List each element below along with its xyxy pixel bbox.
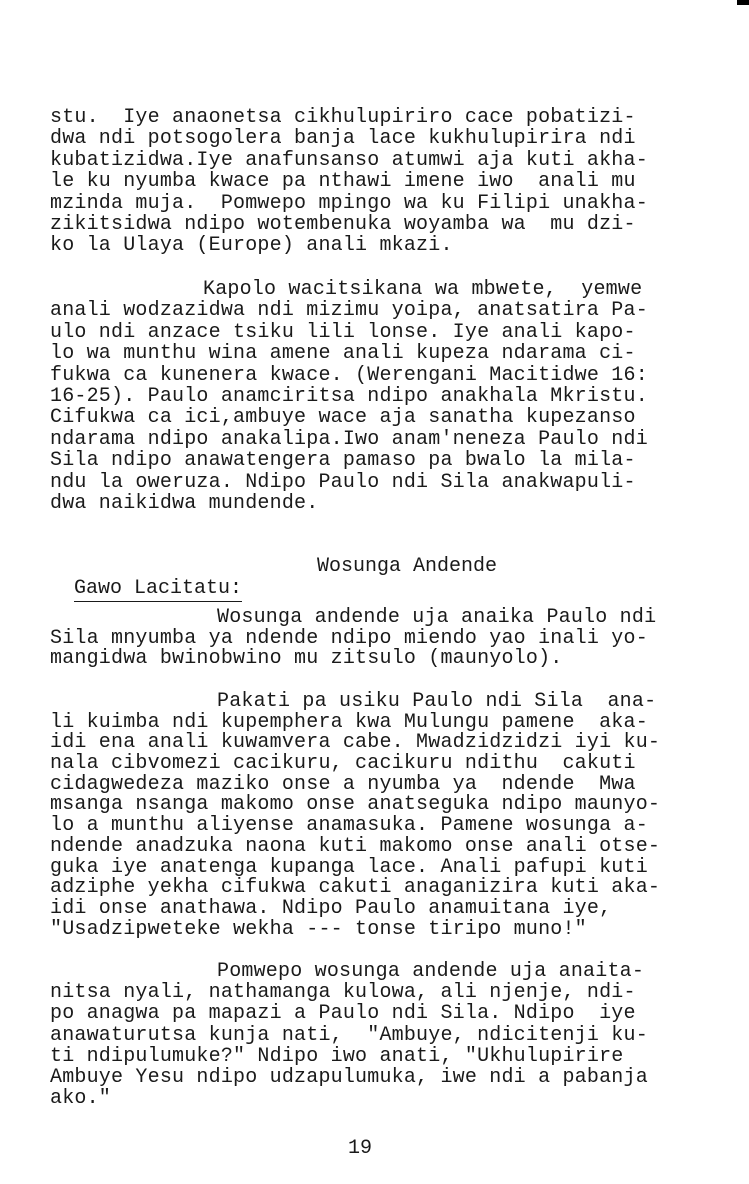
text-line: ti ndipulumuke?" Ndipo iwo anati, "Ukhulupirire [50, 1044, 624, 1068]
text-line: anali wodzazidwa ndi mizimu yoipa, anatsatira Pa- [50, 299, 648, 323]
text-line: nitsa nyali, nathamanga kulowa, ali njenje, ndi- [50, 981, 636, 1005]
text-line: idi onse anathawa. Ndipo Paulo anamuitana iye, [50, 896, 612, 920]
text-line: Pomwepo wosunga andende uja anaita- [217, 960, 645, 983]
paragraph-2 [50, 279, 648, 514]
text-line: Sila ndipo anawatengera pamaso pa bwalo la mila- [50, 449, 636, 473]
text-line: ndende anadzuka naona kuti makomo onse anali otse- [50, 834, 661, 858]
text-line: stu. Iye anaonetsa cikhulupiriro cace pobatizi- [50, 106, 636, 129]
section-title: Wosunga Andende [317, 555, 498, 578]
paragraph-1 [50, 107, 648, 257]
text-line: "Usadzipweteke wekha --- tonse tiripo muno!" [50, 917, 587, 941]
text-line: anawaturutsa kunja nati, "Ambuye, ndicitenji ku- [50, 1023, 648, 1047]
text-line: cidagwedeza maziko onse a nyumba ya ndende Mwa [50, 772, 636, 796]
text-line: ako." [50, 1087, 112, 1111]
text-line: nala cibvomezi cacikuru, cacikuru ndithu cakuti [50, 752, 636, 776]
text-line: Sila mnyumba ya ndende ndipo miendo yao inali yo- [50, 626, 648, 650]
text-line: adziphe yekha cifukwa cakuti anaganizira kuti aka- [50, 876, 661, 900]
text-line: msanga nsanga makomo onse anatseguka ndipo maunyo- [50, 793, 661, 817]
text-line: idi ena anali kuwamvera cabe. Mwadzidzidzi iyi ku- [50, 731, 661, 755]
text-line: Pakati pa usiku Paulo ndi Sila ana- [217, 690, 657, 713]
text-line: Wosunga andende uja anaika Paulo ndi [217, 606, 657, 629]
text-line: zikitsidwa ndipo wotembenuka woyamba wa mu dzi- [50, 212, 636, 236]
section-label: Gawo Lacitatu: [74, 577, 243, 600]
page-number: 19 [347, 1137, 372, 1160]
text-line: guka iye anatenga kupanga lace. Anali pafupi kuti [50, 855, 648, 879]
text-line: ndu la oweruza. Ndipo Paulo ndi Sila anakwapuli- [50, 470, 636, 494]
page-edge-mark [737, 0, 749, 5]
paragraph-5 [50, 961, 648, 1109]
text-line: le ku nyumba kwace pa nthawi imene iwo anali mu [50, 170, 636, 194]
text-line: ulo ndi anzace tsiku lili lonse. Iye anali kapo- [50, 320, 636, 344]
paragraph-3 [50, 608, 656, 670]
text-line: ko la Ulaya (Europe) anali mkazi. [50, 234, 453, 258]
text-line: Cifukwa ca ici,ambuye wace aja sanatha kupezanso [50, 406, 636, 430]
text-line: mzinda muja. Pomwepo mpingo wa ku Filipi unakha- [50, 191, 648, 215]
text-line: fukwa ca kunenera kwace. (Werengani Macitidwe 16: [50, 363, 648, 387]
text-line: dwa ndi potsogolera banja lace kukhulupirira ndi [50, 127, 636, 151]
text-line: mangidwa bwinobwino mu zitsulo (maunyolo). [50, 647, 563, 671]
text-line: lo wa munthu wina amene anali kupeza ndarama ci- [50, 342, 636, 366]
paragraph-4 [50, 692, 660, 940]
text-line: ndarama ndipo anakalipa.Iwo anam'neneza Paulo ndi [50, 427, 648, 451]
text-line: Ambuye Yesu ndipo udzapulumuka, iwe ndi a pabanja [50, 1065, 648, 1089]
text-line: dwa naikidwa mundende. [50, 491, 319, 515]
text-line: Kapolo wacitsikana wa mbwete, yemwe [203, 278, 643, 301]
text-line: li kuimba ndi kupemphera kwa Mulungu pamene aka- [50, 710, 648, 734]
text-line: kubatizidwa.Iye anafunsanso atumwi aja kuti akha- [50, 148, 648, 172]
text-line: 16-25). Paulo anamciritsa ndipo anakhala Mkristu. [50, 384, 648, 408]
text-line: po anagwa pa mapazi a Paulo ndi Sila. Ndipo iye [50, 1002, 636, 1026]
text-line: lo a munthu aliyense anamasuka. Pamene wosunga a- [50, 814, 648, 838]
